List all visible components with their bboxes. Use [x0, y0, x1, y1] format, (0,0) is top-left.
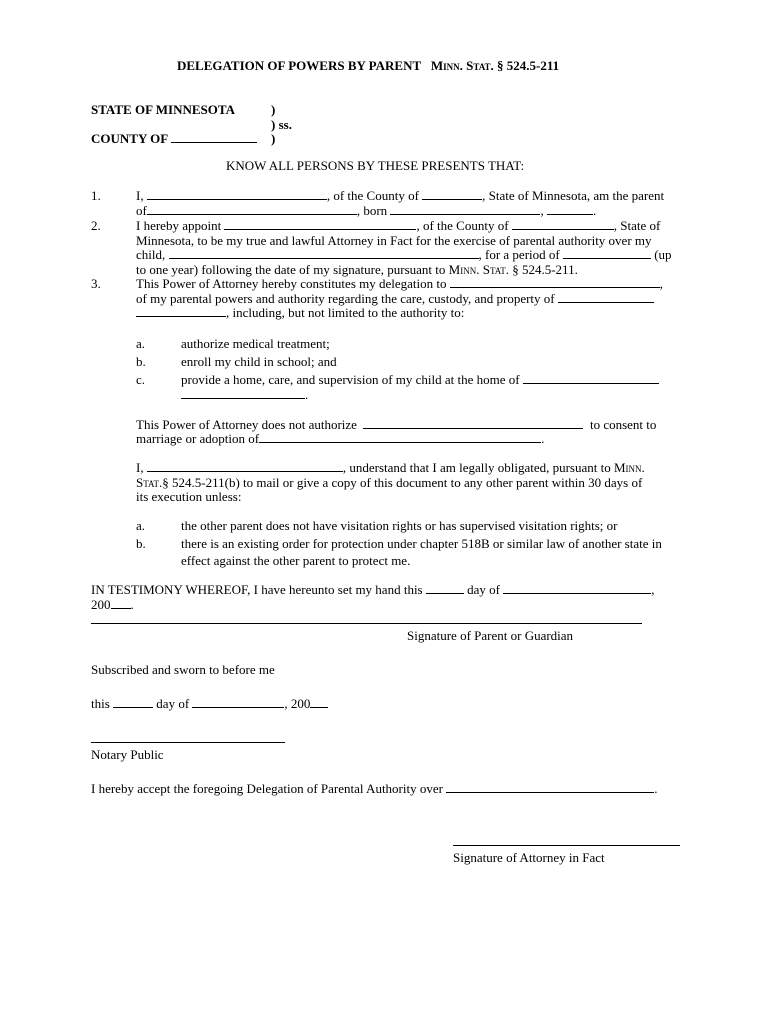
- testimony-month-blank[interactable]: [503, 582, 651, 594]
- testimony-text: IN TESTIMONY WHEREOF, I have hereunto set my hand this: [91, 582, 423, 597]
- list1-item-c-text: provide a home, care, and supervision of my child at the home of: [181, 372, 520, 387]
- para2-line4b: § 524.5-211.: [512, 262, 578, 277]
- para1-of: of: [136, 203, 147, 218]
- accept-blank[interactable]: [446, 781, 654, 793]
- testimony-day-of: day of: [467, 582, 500, 597]
- child-blank[interactable]: [169, 247, 479, 259]
- para2-line4a: to one year) following the date of my signature, pursuant to: [136, 262, 446, 277]
- para3-comma: ,: [659, 276, 663, 291]
- period-blank[interactable]: [563, 247, 651, 259]
- venue-county: [91, 131, 257, 146]
- testimony-line2: [91, 597, 134, 612]
- list1-item-a: authorize medical treatment;: [181, 336, 330, 351]
- understand-text1: , understand that I am legally obligated, pursuant to: [342, 460, 611, 475]
- para2-line1: [136, 218, 660, 233]
- venue-paren-1: ): [271, 102, 276, 117]
- para2-statute: Minn. Stat.: [448, 262, 509, 277]
- para2-line2: Minnesota, to be my true and lawful Attorney in Fact for the exercise of parental authority over my: [136, 233, 652, 248]
- para3-line1: [136, 276, 663, 291]
- list1-item-c: [181, 372, 659, 387]
- para3-line1-text: This Power of Attorney hereby constitutes my delegation to: [136, 276, 447, 291]
- para2-state-of: , State of: [613, 218, 661, 233]
- para2-appoint: I hereby appoint: [136, 218, 222, 233]
- consent-text: to consent to: [589, 417, 657, 432]
- not-authorize-line1: [136, 417, 656, 432]
- para1-line2: [136, 203, 596, 218]
- para2-up: (up: [654, 247, 672, 262]
- property-blank-2[interactable]: [136, 305, 226, 317]
- para2-child: child,: [136, 247, 166, 262]
- para3-line3: [136, 305, 464, 320]
- para2-for-period: , for a period of: [478, 247, 560, 262]
- understand-stat: Stat.: [136, 475, 163, 490]
- understand-line1: [136, 460, 645, 475]
- para3-line2-text: of my parental powers and authority regarding the care, custody, and property of: [136, 291, 555, 306]
- accept-period: .: [654, 781, 658, 796]
- notary-signature-line[interactable]: [91, 742, 285, 743]
- list2-letter-a: a.: [136, 518, 146, 533]
- testimony-comma: ,: [651, 582, 655, 597]
- title-statute: Minn. Stat. § 524.5-211: [430, 58, 560, 73]
- list2-item-a: the other parent does not have visitation rights or has supervised visitation rights; or: [181, 518, 618, 533]
- home-of-blank-2[interactable]: [181, 387, 305, 399]
- para1-number: 1.: [91, 188, 101, 203]
- para1-of-county: , of the County of: [326, 188, 419, 203]
- accept-line: [91, 781, 657, 796]
- this-day-line: [91, 696, 328, 711]
- para3-line2: [136, 291, 654, 306]
- parent-name-blank[interactable]: [147, 188, 327, 200]
- parent-signature-line[interactable]: [91, 623, 642, 624]
- understand-name-blank[interactable]: [147, 460, 343, 472]
- list2-item-b: there is an existing order for protection under chapter 518B or similar law of another state in: [181, 536, 662, 551]
- notary-label: Notary Public: [91, 747, 164, 762]
- testimony-day-blank[interactable]: [426, 582, 464, 594]
- parent-county-blank[interactable]: [422, 188, 482, 200]
- para1-born: , born: [356, 203, 388, 218]
- list2-item-b-cont: effect against the other parent to protect me.: [181, 553, 411, 568]
- testimony-year-blank[interactable]: [111, 597, 131, 609]
- list1-letter-b: b.: [136, 354, 146, 369]
- list1-letter-a: a.: [136, 336, 146, 351]
- testimony-year: 200: [91, 597, 111, 612]
- venue-ss: ) ss.: [271, 117, 292, 132]
- para2-line3: [136, 247, 672, 262]
- list1-item-b: enroll my child in school; and: [181, 354, 337, 369]
- county-blank[interactable]: [171, 131, 257, 143]
- not-authorize-blank[interactable]: [363, 417, 583, 429]
- not-authorize-text: This Power of Attorney does not authorize: [136, 417, 357, 432]
- not-authorize-line2: [136, 431, 544, 446]
- attorney-county-blank[interactable]: [512, 218, 614, 230]
- attorney-name-blank[interactable]: [224, 218, 416, 230]
- understand-text2: § 524.5-211(b) to mail or give a copy of this document to any other parent within 30 days of: [162, 475, 643, 490]
- sworn-year: , 200: [284, 696, 311, 711]
- understand-minn: Minn.: [613, 460, 645, 475]
- birth-date-blank[interactable]: [390, 203, 540, 215]
- delegate-blank[interactable]: [450, 276, 660, 288]
- subscribed-text: Subscribed and sworn to before me: [91, 662, 275, 677]
- parent-signature-label: Signature of Parent or Guardian: [407, 628, 574, 643]
- testimony-period: .: [130, 597, 134, 612]
- property-blank[interactable]: [558, 291, 654, 303]
- testimony-line1: [91, 582, 654, 597]
- para1-state-mn: , State of Minnesota, am the parent: [482, 188, 665, 203]
- county-label: COUNTY OF: [91, 131, 168, 146]
- sworn-month-blank[interactable]: [192, 696, 284, 708]
- child-name-blank[interactable]: [147, 203, 357, 215]
- list2-letter-b: b.: [136, 536, 146, 551]
- para1-line1: [136, 188, 664, 203]
- para1-comma: ,: [540, 203, 544, 218]
- list1-letter-c: c.: [136, 372, 146, 387]
- understand-line2: [136, 475, 642, 490]
- marriage-adoption-blank[interactable]: [259, 431, 541, 443]
- venue-paren-3: ): [271, 131, 276, 146]
- para1-period: .: [592, 203, 597, 218]
- not-authorize-period: .: [541, 431, 545, 446]
- sworn-day-blank[interactable]: [113, 696, 153, 708]
- para3-line3-text: , including, but not limited to the authority to:: [226, 305, 465, 320]
- marriage-adoption-text: marriage or adoption of: [136, 431, 260, 446]
- para1-i: I,: [136, 188, 144, 203]
- list1-period: .: [305, 387, 309, 402]
- home-of-blank[interactable]: [523, 372, 659, 384]
- venue-state: STATE OF MINNESOTA: [91, 102, 235, 117]
- para2-of-county: , of the County of: [416, 218, 509, 233]
- accept-text: I hereby accept the foregoing Delegation of Parental Authority over: [91, 781, 443, 796]
- understand-i: I,: [136, 460, 144, 475]
- understand-line3: its execution unless:: [136, 489, 242, 504]
- sworn-day-of: day of: [156, 696, 190, 711]
- sworn-year-blank[interactable]: [310, 696, 328, 708]
- this-text: this: [91, 696, 110, 711]
- know-all-heading: KNOW ALL PERSONS BY THESE PRESENTS THAT:: [226, 158, 525, 173]
- attorney-signature-label: Signature of Attorney in Fact: [453, 850, 605, 865]
- para2-number: 2.: [91, 218, 101, 233]
- title-main: DELEGATION OF POWERS BY PARENT: [177, 58, 422, 73]
- para2-line4: [136, 262, 578, 277]
- para3-number: 3.: [91, 276, 101, 291]
- list1-item-c-line2: [181, 387, 308, 402]
- birth-year-blank[interactable]: [547, 203, 593, 215]
- page-title: [177, 58, 559, 73]
- attorney-signature-line[interactable]: [453, 845, 680, 846]
